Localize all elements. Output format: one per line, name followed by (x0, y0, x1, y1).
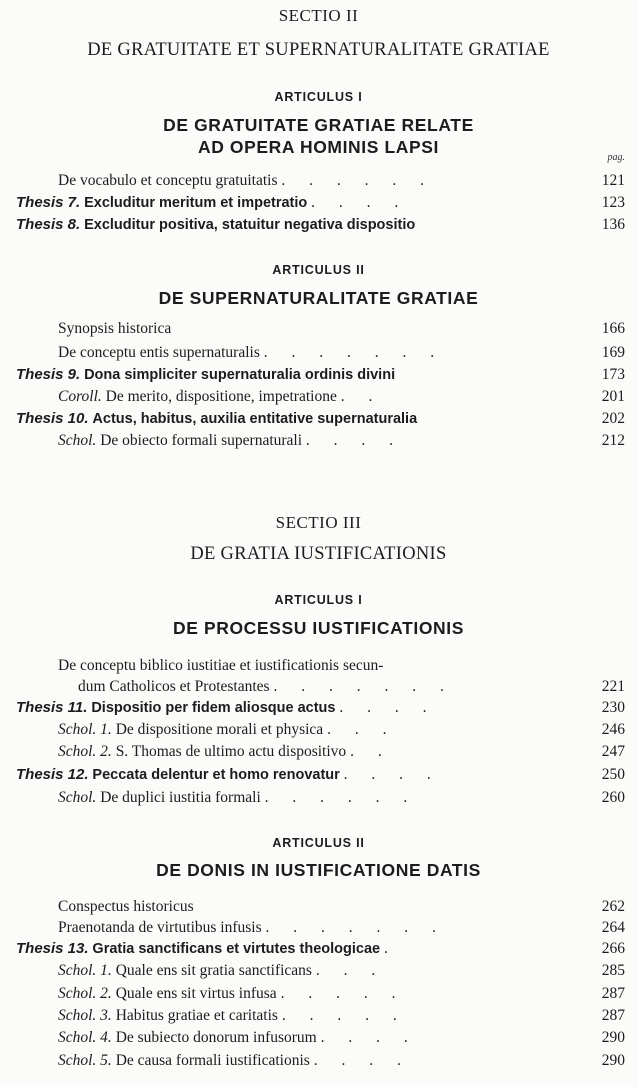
toc-entry: De conceptu biblico iustitiae et iustificationis secun- (58, 657, 384, 674)
toc-entry: Praenotanda de virtutibus infusis . . . . . . . 264 (58, 919, 625, 936)
page-column-label: pag. (607, 152, 625, 163)
toc-entry-sub: Schol. 3. Habitus gratiae et caritatis . . . . . 287 (58, 1007, 625, 1024)
toc-entry: Synopsis historica 166 (58, 320, 625, 337)
toc-entry-thesis: Thesis 11. Dispositio per fidem aliosque actus . . . . 230 (16, 699, 625, 716)
articulus-title: DE SUPERNATURALITATE GRATIAE (158, 288, 479, 308)
toc-entry-sub: Schol. De duplici iustitia formali . . . . . . 260 (58, 789, 625, 806)
toc-entry-thesis: Thesis 10. Actus, habitus, auxilia entitative supernaturalia 202 (16, 410, 625, 427)
toc-entry-thesis: Thesis 13. Gratia sanctificans et virtutes theologicae . 266 (16, 940, 625, 957)
toc-entry: Conspectus historicus 262 (58, 898, 625, 915)
toc-entry: De conceptu entis supernaturalis . . . . . . . 169 (58, 344, 625, 361)
articulus-label: ARTICULUS II (272, 836, 365, 850)
toc-entry-thesis: Thesis 12. Peccata delentur et homo renovatur . . . . 250 (16, 766, 625, 783)
section-title: DE GRATUITATE ET SUPERNATURALITATE GRATIAE (87, 40, 550, 60)
toc-entry-sub: Schol. 5. De causa formali iustificationis . . . . 290 (58, 1052, 625, 1069)
toc-entry-thesis: Thesis 9. Dona simpliciter supernaturalia ordinis divini 173 (16, 366, 625, 383)
sectio-heading: SECTIO II (278, 6, 359, 25)
toc-entry-sub: Coroll. De merito, dispositione, impetratione . . 201 (58, 388, 625, 405)
articulus-label: ARTICULUS II (272, 263, 365, 277)
articulus-title-line2: AD OPERA HOMINIS LAPSI (197, 137, 440, 157)
toc-entry-sub: Schol. 1. Quale ens sit gratia sanctificans . . . 285 (58, 962, 625, 979)
sectio-heading: SECTIO III (275, 513, 362, 532)
toc-entry-sub: Schol. 2. Quale ens sit virtus infusa . . . . . 287 (58, 985, 625, 1002)
articulus-title: DE DONIS IN IUSTIFICATIONE DATIS (156, 860, 481, 880)
toc-entry-continued: dum Catholicos et Protestantes . . . . . . . 221 (78, 678, 625, 695)
section-title: DE GRATIA IUSTIFICATIONIS (190, 544, 447, 564)
toc-entry: De vocabulo et conceptu gratuitatis . . . . . . 121 (58, 172, 625, 189)
articulus-label: ARTICULUS I (274, 90, 363, 104)
articulus-title: DE GRATUITATE GRATIAE RELATE (163, 115, 474, 135)
toc-entry-sub: Schol. 4. De subiecto donorum infusorum . . . . 290 (58, 1029, 625, 1046)
articulus-title: DE PROCESSU IUSTIFICATIONIS (172, 618, 465, 638)
articulus-label: ARTICULUS I (274, 593, 363, 607)
toc-entry-thesis: Thesis 7. Excluditur meritum et impetratio . . . . 123 (16, 194, 625, 211)
toc-entry-thesis: Thesis 8. Excluditur positiva, statuitur negativa dispositio 136 (16, 216, 625, 233)
toc-entry-sub: Schol. 2. S. Thomas de ultimo actu dispositivo . . 247 (58, 743, 625, 760)
toc-entry-sub: Schol. De obiecto formali supernaturali . . . . 212 (58, 432, 625, 449)
toc-entry-sub: Schol. 1. De dispositione morali et physica . . . 246 (58, 721, 625, 738)
